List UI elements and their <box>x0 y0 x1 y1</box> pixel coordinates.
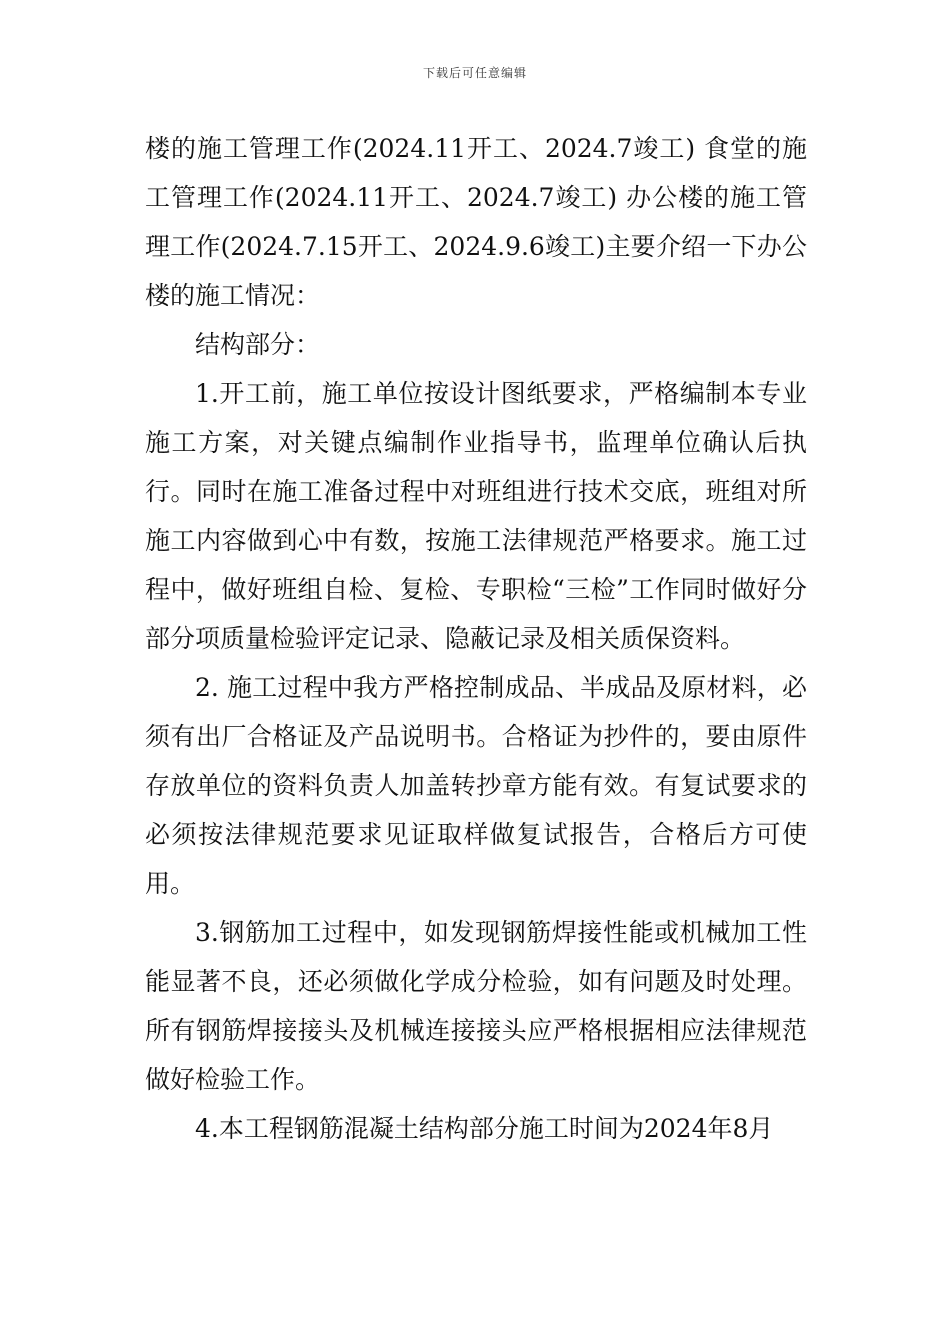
document-body <box>145 124 807 1153</box>
paragraph-item-3: 3.钢筋加工过程中，如发现钢筋焊接性能或机械加工性能显著不良，还必须做化学成分检验，如有问题及时处理。所有钢筋焊接接头及机械连接接头应严格根据相应法律规范做好检验工作。 <box>145 918 807 1094</box>
section-heading-structure: 结构部分： <box>195 330 321 359</box>
page-header: 下载后可任意编辑 <box>422 66 527 80</box>
paragraph-intro: 楼的施工管理工作(2024.11开工、2024.7竣工) 食堂的施工管理工作(2024.11开工、2024.7竣工) 办公楼的施工管理工作(2024.7.15开工、2024.9.6竣工)主要介绍一下办公楼的施工情况： <box>145 134 807 310</box>
paragraph-item-4: 4.本工程钢筋混凝土结构部分施工时间为2024年8月 <box>195 1114 774 1143</box>
paragraph-item-2: 2. 施工过程中我方严格控制成品、半成品及原材料，必须有出厂合格证及产品说明书。合格证为抄件的，要由原件存放单位的资料负责人加盖转抄章方能有效。有复试要求的必须按法律规范要求见证取样做复试报告，合格后方可使用。 <box>145 673 807 898</box>
paragraph-item-1: 1.开工前，施工单位按设计图纸要求，严格编制本专业施工方案，对关键点编制作业指导书，监理单位确认后执行。同时在施工准备过程中对班组进行技术交底，班组对所施工内容做到心中有数，按施工法律规范严格要求。施工过程中，做好班组自检、复检、专职检“三检”工作同时做好分部分项质量检验评定记录、隐蔽记录及相关质保资料。 <box>145 379 807 653</box>
